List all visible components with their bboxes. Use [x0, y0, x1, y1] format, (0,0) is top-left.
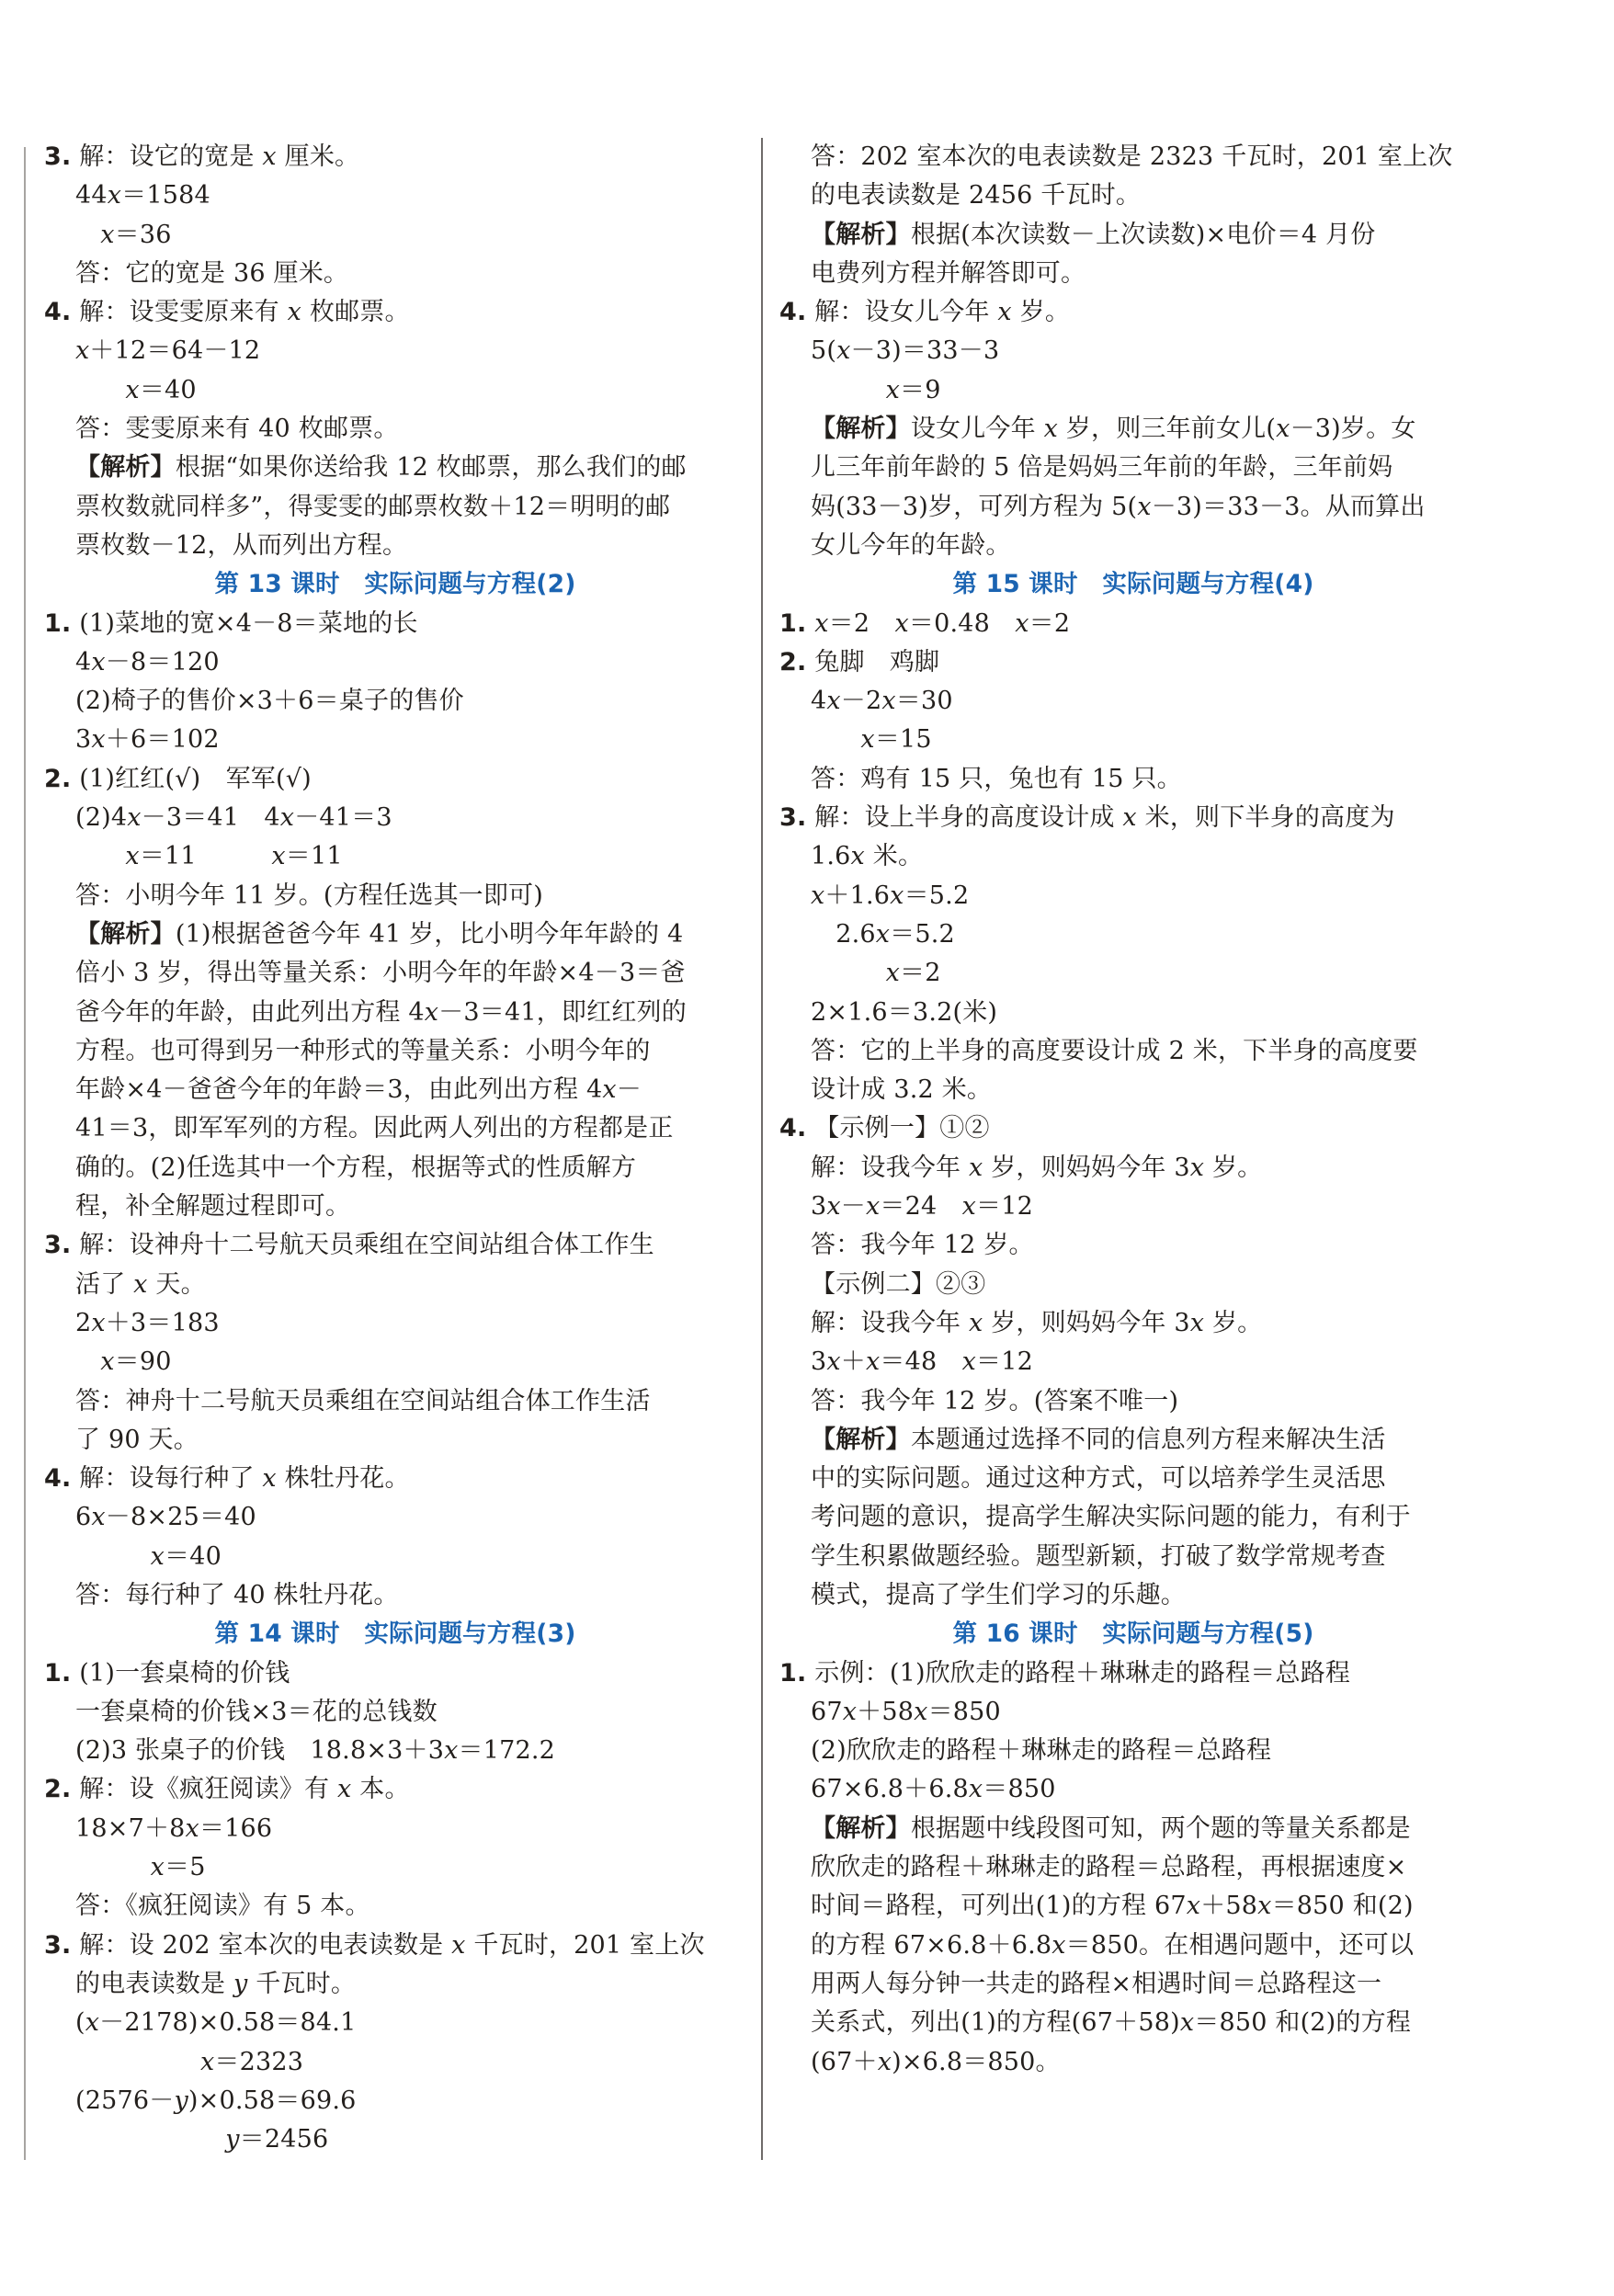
line-text: 程，补全解题过程即可。 — [75, 1192, 351, 1222]
line-text: 关系式，列出(1)的方程(67＋58)𝑥＝850 和(2)的方程 — [811, 2008, 1412, 2038]
text-line — [44, 176, 746, 215]
text-line — [779, 1460, 1487, 1498]
analysis-tag: 【解析】 — [75, 453, 176, 483]
line-text: 2.6𝑥＝5.2 — [811, 919, 955, 949]
text-line — [779, 760, 1487, 799]
line-text: 𝑥＝15 — [811, 725, 932, 755]
lesson-heading: 第 13 课时 实际问题与方程(2) — [214, 570, 576, 599]
line-text: 答：鸡有 15 只，兔也有 15 只。 — [811, 764, 1182, 793]
right-column — [779, 138, 1487, 2082]
line-text: 答：它的宽是 36 厘米。 — [75, 258, 349, 288]
line-text: 4𝑥－8＝120 — [75, 647, 220, 676]
line-text: 41＝3，即军军列的方程。因此两人列出的方程都是正 — [75, 1114, 674, 1143]
line-text: 𝑥＝2323 — [75, 2047, 304, 2076]
text-line — [44, 799, 746, 837]
page-edge-rule — [24, 147, 26, 2160]
line-text: 答：我今年 12 岁。 — [811, 1231, 1034, 1260]
line-text: 票枚数－12，从而列出方程。 — [75, 530, 408, 560]
line-text: 【示例一】①② — [814, 1114, 990, 1143]
question-number: 1. — [44, 1658, 72, 1688]
line-text: 解：设它的宽是 𝑥 厘米。 — [79, 142, 360, 171]
line-text: 女儿今年的年龄。 — [811, 530, 1011, 560]
line-text: 兔脚 鸡脚 — [814, 647, 940, 676]
line-text: 年龄×4－爸爸今年的年龄＝3，由此列出方程 4𝑥－ — [75, 1075, 642, 1105]
analysis-line — [779, 216, 1487, 255]
text-line — [779, 1188, 1487, 1226]
question-number: 2. — [779, 647, 807, 676]
text-line — [44, 1188, 746, 1226]
question-number: 4. — [44, 298, 72, 327]
line-text: 设女儿今年 𝑥 岁，则三年前女儿(𝑥－3)岁。女 — [910, 415, 1416, 444]
line-text: 𝑥＝11 𝑥＝11 — [75, 842, 343, 871]
line-text: 方程。也可得到另一种形式的等量关系：小明今年的 — [75, 1036, 651, 1065]
left-column — [44, 138, 746, 2159]
line-text: 𝑥＝2 — [811, 959, 941, 988]
line-text: 44𝑥＝1584 — [75, 181, 210, 210]
text-line — [44, 1421, 746, 1460]
text-line — [779, 2004, 1487, 2042]
analysis-tag: 【解析】 — [811, 220, 911, 249]
line-text: (67＋𝑥)×6.8＝850。 — [811, 2047, 1061, 2076]
question-line — [44, 1654, 746, 1693]
text-line — [44, 2004, 746, 2042]
line-text: 本题通过选择不同的信息列方程来解决生活 — [910, 1425, 1386, 1454]
line-text: 中的实际问题。通过这种方式，可以培养学生灵活思 — [811, 1464, 1386, 1494]
line-text: 根据“如果你送给我 12 枚邮票，那么我们的邮 — [175, 453, 687, 483]
text-line — [44, 1266, 746, 1304]
line-text: 解：设我今年 𝑥 岁，则妈妈今年 3𝑥 岁。 — [811, 1153, 1263, 1182]
line-text: 根据(本次读数－上次读数)×电价＝4 月份 — [910, 220, 1376, 249]
line-text: 答：它的上半身的高度要设计成 2 米，下半身的高度要 — [811, 1036, 1418, 1065]
line-text: 爸今年的年龄，由此列出方程 4𝑥－3＝41，即红红列的 — [75, 997, 687, 1027]
line-text: 了 90 天。 — [75, 1425, 199, 1454]
line-text: 67𝑥＋58𝑥＝850 — [811, 1697, 1001, 1726]
text-line — [44, 837, 746, 876]
question-line — [44, 138, 746, 176]
text-line — [779, 1149, 1487, 1188]
text-line — [779, 176, 1487, 215]
text-line — [779, 721, 1487, 759]
text-line — [779, 1848, 1487, 1887]
text-line — [44, 1343, 746, 1381]
line-text: (2)3 张桌子的价钱 18.8×3＋3𝑥＝172.2 — [75, 1736, 556, 1766]
line-text: 的电表读数是 2456 千瓦时。 — [811, 181, 1142, 210]
text-line — [779, 954, 1487, 993]
line-text: 3𝑥＋6＝102 — [75, 725, 220, 755]
question-line — [44, 293, 746, 332]
text-line — [779, 994, 1487, 1032]
text-line — [779, 527, 1487, 565]
text-line — [779, 371, 1487, 410]
text-line — [779, 1498, 1487, 1537]
line-text: 解：设 202 室本次的电表读数是 𝑥 千瓦时，201 室上次 — [79, 1930, 705, 1960]
line-text: 设计成 3.2 米。 — [811, 1075, 993, 1105]
line-text: 解：设上半身的高度设计成 𝑥 米，则下半身的高度为 — [814, 803, 1395, 833]
analysis-line — [779, 1810, 1487, 1848]
line-text: 𝑥＝40 — [75, 375, 197, 404]
line-text: 解：设我今年 𝑥 岁，则妈妈今年 3𝑥 岁。 — [811, 1308, 1263, 1337]
line-text: 学生积累做题经验。题型新颖，打破了数学常规考查 — [811, 1541, 1386, 1571]
text-line — [779, 1266, 1487, 1304]
line-text: 解：设神舟十二号航天员乘组在空间站组合体工作生 — [79, 1231, 654, 1260]
line-text: (1)根据爸爸今年 41 岁，比小明今年年龄的 4 — [175, 919, 684, 949]
line-text: 【示例二】②③ — [811, 1269, 986, 1299]
text-line — [44, 721, 746, 759]
text-line — [779, 1538, 1487, 1576]
question-line — [779, 643, 1487, 682]
line-text: 2×1.6＝3.2(米) — [811, 997, 998, 1027]
line-text: 答：202 室本次的电表读数是 2323 千瓦时，201 室上次 — [811, 142, 1453, 171]
analysis-tag: 【解析】 — [811, 1425, 911, 1454]
analysis-line — [779, 1421, 1487, 1460]
question-line — [779, 799, 1487, 837]
line-text: (2576－𝑦)×0.58＝69.6 — [75, 2086, 357, 2115]
line-text: 𝑥＝5 — [75, 1853, 206, 1882]
line-text: 的方程 67×6.8＋6.8𝑥＝850。在相遇问题中，还可以 — [811, 1930, 1415, 1960]
text-line — [44, 1538, 746, 1576]
question-line — [44, 1770, 746, 1809]
question-line — [779, 1109, 1487, 1148]
analysis-tag: 【解析】 — [75, 919, 176, 949]
line-text: 儿三年前年龄的 5 倍是妈妈三年前的年龄，三年前妈 — [811, 453, 1393, 483]
text-line — [779, 1226, 1487, 1265]
line-text: 𝑥＝40 — [75, 1541, 222, 1571]
line-text: 票枚数就同样多”，得雯雯的邮票枚数＋12＝明明的邮 — [75, 492, 671, 521]
lesson-heading: 第 15 课时 实际问题与方程(4) — [952, 570, 1314, 599]
text-line — [44, 1304, 746, 1343]
question-line — [779, 605, 1487, 643]
question-number: 1. — [779, 1658, 807, 1688]
line-text: 𝑥＝90 — [75, 1347, 172, 1377]
question-number: 3. — [779, 803, 807, 833]
line-text: 欣欣走的路程＋琳琳走的路程＝总路程，再根据速度× — [811, 1853, 1407, 1882]
line-text: 𝑥＝9 — [811, 375, 941, 404]
question-number: 2. — [44, 764, 72, 793]
text-line — [44, 255, 746, 293]
line-text: 的电表读数是 𝑦 千瓦时。 — [75, 1969, 357, 1998]
text-line — [44, 1693, 746, 1732]
text-line — [44, 371, 746, 410]
text-line — [44, 643, 746, 682]
line-text: 𝑥＋12＝64－12 — [75, 336, 261, 366]
text-line — [779, 1887, 1487, 1926]
text-line — [779, 1576, 1487, 1615]
line-text: 答：雯雯原来有 40 枚邮票。 — [75, 415, 399, 444]
text-line — [779, 1343, 1487, 1381]
line-text: 解：设每行种了 𝑥 株牡丹花。 — [79, 1464, 410, 1494]
analysis-tag: 【解析】 — [811, 1813, 911, 1843]
line-text: 答：每行种了 40 株牡丹花。 — [75, 1580, 399, 1609]
question-number: 4. — [44, 1464, 72, 1494]
text-line — [44, 1071, 746, 1109]
question-number: 4. — [779, 298, 807, 327]
question-number: 4. — [779, 1114, 807, 1143]
line-text: 2𝑥＋3＝183 — [75, 1308, 220, 1337]
line-text: 根据题中线段图可知，两个题的等量关系都是 — [910, 1813, 1411, 1843]
analysis-tag: 【解析】 — [811, 415, 911, 444]
line-text: 解：设女儿今年 𝑥 岁。 — [814, 298, 1071, 327]
question-line — [779, 293, 1487, 332]
line-text: (𝑥－2178)×0.58＝84.1 — [75, 2008, 357, 2038]
text-line — [779, 449, 1487, 487]
text-line — [779, 1071, 1487, 1109]
text-line — [44, 1848, 746, 1887]
text-line — [779, 1770, 1487, 1809]
question-line — [44, 605, 746, 643]
text-line — [44, 332, 746, 370]
column-divider — [761, 138, 763, 2160]
text-line — [779, 1693, 1487, 1732]
text-line — [44, 1887, 746, 1926]
line-text: 考问题的意识，提高学生解决实际问题的能力，有利于 — [811, 1503, 1411, 1532]
question-line — [779, 1654, 1487, 1693]
line-text: 答：《疯狂阅读》有 5 本。 — [75, 1892, 370, 1921]
text-line — [779, 915, 1487, 954]
line-text: 时间＝路程，可列出(1)的方程 67𝑥＋58𝑥＝850 和(2) — [811, 1892, 1414, 1921]
text-line — [779, 1304, 1487, 1343]
lesson-heading: 第 16 课时 实际问题与方程(5) — [952, 1620, 1314, 1649]
text-line — [44, 1498, 746, 1537]
line-text: 67×6.8＋6.8𝑥＝850 — [811, 1775, 1056, 1804]
line-text: 1.6𝑥 米。 — [811, 842, 924, 871]
line-text: 答：我今年 12 岁。(答案不唯一) — [811, 1386, 1179, 1415]
question-line — [44, 1927, 746, 1965]
question-number: 3. — [44, 1231, 72, 1260]
text-line — [44, 1032, 746, 1071]
lesson-heading: 第 14 课时 实际问题与方程(3) — [214, 1620, 576, 1649]
text-line — [44, 954, 746, 993]
question-number: 3. — [44, 1930, 72, 1960]
text-line — [44, 1732, 746, 1770]
text-line — [44, 1576, 746, 1615]
analysis-line — [44, 915, 746, 954]
text-line — [44, 216, 746, 255]
text-line — [779, 488, 1487, 527]
text-line — [44, 2120, 746, 2159]
line-text: 解：设《疯狂阅读》有 𝑥 本。 — [79, 1775, 410, 1804]
question-line — [44, 1226, 746, 1265]
analysis-line — [779, 410, 1487, 449]
question-number: 2. — [44, 1775, 72, 1804]
line-text: 妈(33－3)岁，可列方程为 5(𝑥－3)＝33－3。从而算出 — [811, 492, 1426, 521]
line-text: (1)菜地的宽×4－8＝菜地的长 — [79, 608, 418, 638]
text-line — [779, 682, 1487, 721]
text-line — [44, 527, 746, 565]
line-text: (1)一套桌椅的价钱 — [79, 1658, 290, 1688]
line-text: (2)欣欣走的路程＋琳琳走的路程＝总路程 — [811, 1736, 1272, 1766]
line-text: (2)椅子的售价×3＋6＝桌子的售价 — [75, 687, 464, 716]
text-line — [44, 877, 746, 915]
line-text: 6𝑥－8×25＝40 — [75, 1503, 256, 1532]
text-line — [44, 1149, 746, 1188]
text-line — [44, 410, 746, 449]
line-text: 𝑥＋1.6𝑥＝5.2 — [811, 881, 970, 910]
text-line — [779, 1382, 1487, 1421]
analysis-line — [44, 449, 746, 487]
text-line — [44, 1109, 746, 1148]
line-text: 𝑦＝2456 — [75, 2125, 329, 2154]
line-text: 18×7＋8𝑥＝166 — [75, 1813, 273, 1843]
text-line — [779, 877, 1487, 915]
line-text: 4𝑥－2𝑥＝30 — [811, 687, 953, 716]
question-line — [44, 1460, 746, 1498]
text-line — [44, 1965, 746, 2004]
line-text: 倍小 3 岁，得出等量关系：小明今年的年龄×4－3＝爸 — [75, 959, 686, 988]
line-text: (2)4𝑥－3＝41 4𝑥－41＝3 — [75, 803, 392, 833]
question-number: 1. — [779, 608, 807, 638]
text-line — [44, 1382, 746, 1421]
text-line — [779, 332, 1487, 370]
text-line — [44, 1810, 746, 1848]
question-line — [44, 760, 746, 799]
line-text: 一套桌椅的价钱×3＝花的总钱数 — [75, 1697, 438, 1726]
text-line — [44, 994, 746, 1032]
text-line — [779, 138, 1487, 176]
line-text: 模式，提高了学生们学习的乐趣。 — [811, 1580, 1186, 1609]
text-line — [779, 837, 1487, 876]
line-text: 示例：(1)欣欣走的路程＋琳琳走的路程＝总路程 — [814, 1658, 1351, 1688]
line-text: 活了 𝑥 天。 — [75, 1269, 206, 1299]
line-text: 5(𝑥－3)＝33－3 — [811, 336, 1000, 366]
text-line — [779, 1965, 1487, 2004]
line-text: 答：小明今年 11 岁。(方程任选其一即可) — [75, 881, 543, 910]
line-text: 用两人每分钟一共走的路程×相遇时间＝总路程这一 — [811, 1969, 1382, 1998]
text-line — [44, 488, 746, 527]
text-line — [779, 255, 1487, 293]
text-line — [779, 1927, 1487, 1965]
line-text: 3𝑥－𝑥＝24 𝑥＝12 — [811, 1192, 1033, 1222]
question-number: 1. — [44, 608, 72, 638]
line-text: 答：神舟十二号航天员乘组在空间站组合体工作生活 — [75, 1386, 651, 1415]
question-number: 3. — [44, 142, 72, 171]
line-text: 解：设雯雯原来有 𝑥 枚邮票。 — [79, 298, 410, 327]
text-line — [44, 2043, 746, 2082]
line-text: 确的。(2)任选其中一个方程，根据等式的性质解方 — [75, 1153, 637, 1182]
text-line — [779, 1732, 1487, 1770]
line-text: 电费列方程并解答即可。 — [811, 258, 1086, 288]
line-text: 3𝑥＋𝑥＝48 𝑥＝12 — [811, 1347, 1033, 1377]
text-line — [779, 2043, 1487, 2082]
line-text: 𝑥＝36 — [75, 220, 172, 249]
text-line — [779, 1032, 1487, 1071]
line-text: (1)红红(√) 军军(√) — [79, 764, 312, 793]
line-text: 𝑥＝2 𝑥＝0.48 𝑥＝2 — [814, 608, 1071, 638]
text-line — [44, 682, 746, 721]
text-line — [44, 2082, 746, 2120]
